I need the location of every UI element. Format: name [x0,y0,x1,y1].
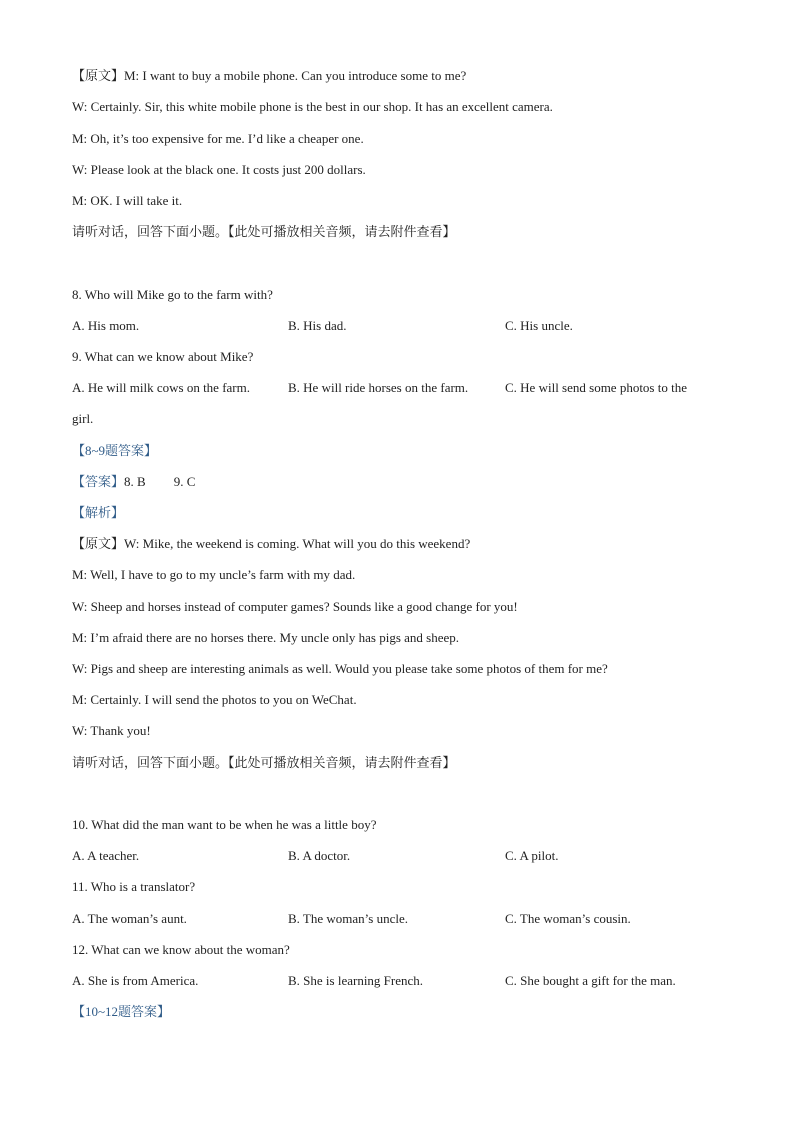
answer-label: 【答案】 [72,474,125,489]
q8-option-a: A. His mom. [72,318,140,333]
transcript-1-line: W: Certainly. Sir, this white mobile phone is the best in our shop. It has an excellent camera. [72,99,553,114]
question-8: 8. Who will Mike go to the farm with? [72,287,273,302]
q10-option-b: B. A doctor. [288,848,351,863]
transcript-1-line: M: Oh, it’s too expensive for me. I’d like a cheaper one. [72,131,364,146]
transcript-2-line: M: Well, I have to go to my uncle’s farm with my dad. [72,567,356,582]
q8-option-b: B. His dad. [288,318,347,333]
transcript-2-line: M: Certainly. I will send the photos to you on WeChat. [72,692,357,707]
answer-9: 9. C [173,474,196,489]
question-12: 12. What can we know about the woman? [72,942,290,957]
question-10: 10. What did the man want to be when he was a little boy? [72,817,377,832]
question-11: 11. Who is a translator? [72,879,196,894]
transcript-1-line: W: Please look at the black one. It costs just 200 dollars. [72,162,366,177]
q8-option-c: C. His uncle. [505,318,573,333]
answer-heading-8-9: 【8~9题答案】 [72,443,158,458]
transcript-1-line: 【原文】M: I want to buy a mobile phone. Can you introduce some to me? [72,68,467,83]
q10-option-a: A. A teacher. [72,848,140,863]
q11-option-a: A. The woman’s aunt. [72,911,187,926]
transcript-2-line: W: Pigs and sheep are interesting animals as well. Would you please take some photos of them for me? [72,661,608,676]
transcript-2-line: W: Sheep and horses instead of computer games? Sounds like a good change for you! [72,599,518,614]
q9-option-b: B. He will ride horses on the farm. [288,380,469,395]
question-9: 9. What can we know about Mike? [72,349,254,364]
q12-option-a: A. She is from America. [72,973,199,988]
q11-option-b: B. The woman’s uncle. [288,911,408,926]
q12-option-b: B. She is learning French. [288,973,424,988]
q9-option-c-continued: girl. [72,411,94,426]
q10-option-c: C. A pilot. [505,848,559,863]
listening-instruction: 请听对话，回答下面小题。【此处可播放相关音频，请去附件查看】 [72,224,456,239]
answer-heading-10-12: 【10~12题答案】 [72,1004,171,1019]
analysis-label: 【解析】 [72,505,125,520]
listening-instruction: 请听对话，回答下面小题。【此处可播放相关音频，请去附件查看】 [72,755,456,770]
q11-option-c: C. The woman’s cousin. [505,911,631,926]
answer-line [72,474,195,490]
transcript-2-line: M: I’m afraid there are no horses there. My uncle only has pigs and sheep. [72,630,459,645]
q9-option-c: C. He will send some photos to the [505,380,687,395]
q9-option-a: A. He will milk cows on the farm. [72,380,250,395]
transcript-2-line: 【原文】W: Mike, the weekend is coming. What will you do this weekend? [72,536,471,551]
transcript-1-line: M: OK. I will take it. [72,193,183,208]
q12-option-c: C. She bought a gift for the man. [505,973,676,988]
answer-8: 8. B [124,474,146,489]
transcript-2-line: W: Thank you! [72,723,151,738]
